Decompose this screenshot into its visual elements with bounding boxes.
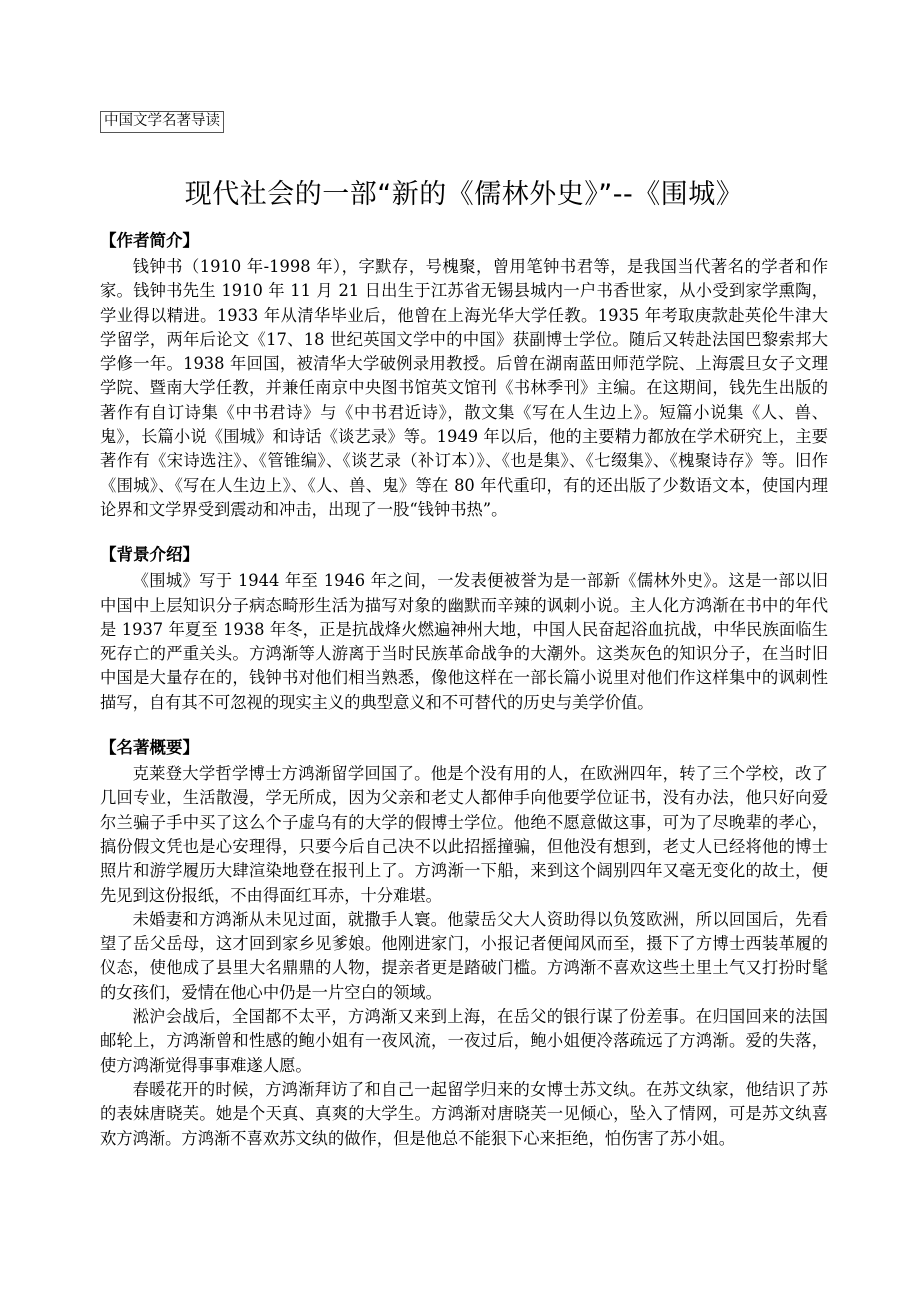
section-heading-summary: 【名著概要】 <box>100 738 199 758</box>
section-heading-background: 【背景介绍】 <box>100 545 199 565</box>
paragraph-summary-1: 克莱登大学哲学博士方鸿渐留学回国了。他是个没有用的人，在欧洲四年，转了三个学校，改了几回专业，生活散漫，学无所成，因为父亲和老丈人都伸手向他要学位证书，没有办法，他只好向爱尔兰骗子手中买了这么个子虚乌有的大学的假博士学位。他绝不愿意做这事，可为了尽晚辈的孝心，搞份假文凭也是心安理得，只要今后自己决不以此招摇撞骗，但他没有想到，老丈人已经将他的博士照片和游学履历大肆渲染地登在报刊上了。方鸿渐一下船，来到这个阔别四年又毫无变化的故土，便先见到这份报纸，不由得面红耳赤，十分难堪。 <box>100 764 828 905</box>
paragraph-summary-4: 春暖花开的时候，方鸿渐拜访了和自己一起留学归来的女博士苏文纨。在苏文纨家，他结识了苏的表妹唐晓芙。她是个天真、真爽的大学生。方鸿渐对唐晓芙一见倾心，坠入了情网，可是苏文纨喜欢方鸿渐。方鸿渐不喜欢苏文纨的做作，但是他总不能狠下心来拒绝，怕伤害了苏小姐。 <box>100 1079 828 1148</box>
paragraph-author-intro-1: 钱钟书（1910 年-1998 年），字默存，号槐聚，曾用笔钟书君等，是我国当代著名的学者和作家。钱钟书先生 1910 年 11 月 21 日出生于江苏省无锡县城内一户书香世家，从小受到家学熏陶，学业得以精进。1933 年从清华毕业后，他曾在上海光华大学任教。1935 年考取庚款赴英伦牛津大学留学，两年后论文《17、18 世纪英国文学中的中国》获副博士学位。随后又转赴法国巴黎索邦大学修一年。1938 年回国，被清华大学破例录用教授。后曾在湖南蓝田师范学院、上海震旦女子文理学院、暨南大学任教，并兼任南京中央图书馆英文馆刊《书林季刊》主编。在这期间，钱先生出版的著作有自订诗集《中书君诗》与《中书君近诗》，散文集《写在人生边上》。短篇小说集《人、兽、鬼》，长篇小说《围城》和诗话《谈艺录》等。1949 年以后，他的主要精力都放在学术研究上，主要著作有《宋诗选注》、《管锥编》、《谈艺录（补订本）》、《也是集》、《七缀集》、《槐聚诗存》等。旧作《围城》、《写在人生边上》、《人、兽、鬼》等在 80 年代重印，有的还出版了少数语文本，使国内理论界和文学界受到震动和冲击，出现了一股“钱钟书热”。 <box>100 257 828 519</box>
section-background <box>100 542 828 715</box>
paragraph-background-1: 《围城》写于 1944 年至 1946 年之间，一发表便被誉为是一部新《儒林外史》。这是一部以旧中国中上层知识分子病态畸形生活为描写对象的幽默而辛辣的讽刺小说。主人化方鸿渐在书中的年代是 1937 年夏至 1938 年冬，正是抗战烽火燃遍神州大地，中国人民奋起浴血抗战，中华民族面临生死存亡的严重关头。方鸿渐等人游离于当时民族革命战争的大潮外。这类灰色的知识分子，在当时旧中国是大量存在的，钱钟书对他们相当熟悉，像他这样在一部长篇小说里对他们作这样集中的讽刺性描写，自有其不可忽视的现实主义的典型意义和不可替代的历史与美学价值。 <box>100 571 828 712</box>
page-title: 现代社会的一部“新的《儒林外史》”--《围城》 <box>184 179 744 211</box>
series-tag-box: 中国文学名著导读 <box>100 111 224 133</box>
document-body <box>100 228 828 1151</box>
section-summary <box>100 735 828 1151</box>
paragraph-summary-2: 未婚妻和方鸿渐从未见过面，就撒手人寰。他蒙岳父大人资助得以负笈欧洲，所以回国后，先看望了岳父岳母，这才回到家乡见爹娘。他刚进家门，小报记者便闻风而至，摄下了方博士西装革履的仪态，使他成了县里大名鼎鼎的人物，提亲者更是踏破门槛。方鸿渐不喜欢这些土里土气又打扮时髦的女孩们，爱情在他心中仍是一片空白的领域。 <box>100 909 828 1002</box>
page-header <box>100 110 828 134</box>
paragraph-summary-3: 淞沪会战后，全国都不太平，方鸿渐又来到上海，在岳父的银行谋了份差事。在归国回来的法国邮轮上，方鸿渐曾和性感的鲍小姐有一夜风流，一夜过后，鲍小姐便冷落疏远了方鸿渐。爱的失落，使方鸿渐觉得事事难遂人愿。 <box>100 1007 828 1075</box>
section-heading-author-intro: 【作者简介】 <box>100 231 199 250</box>
section-author-intro <box>100 228 828 522</box>
